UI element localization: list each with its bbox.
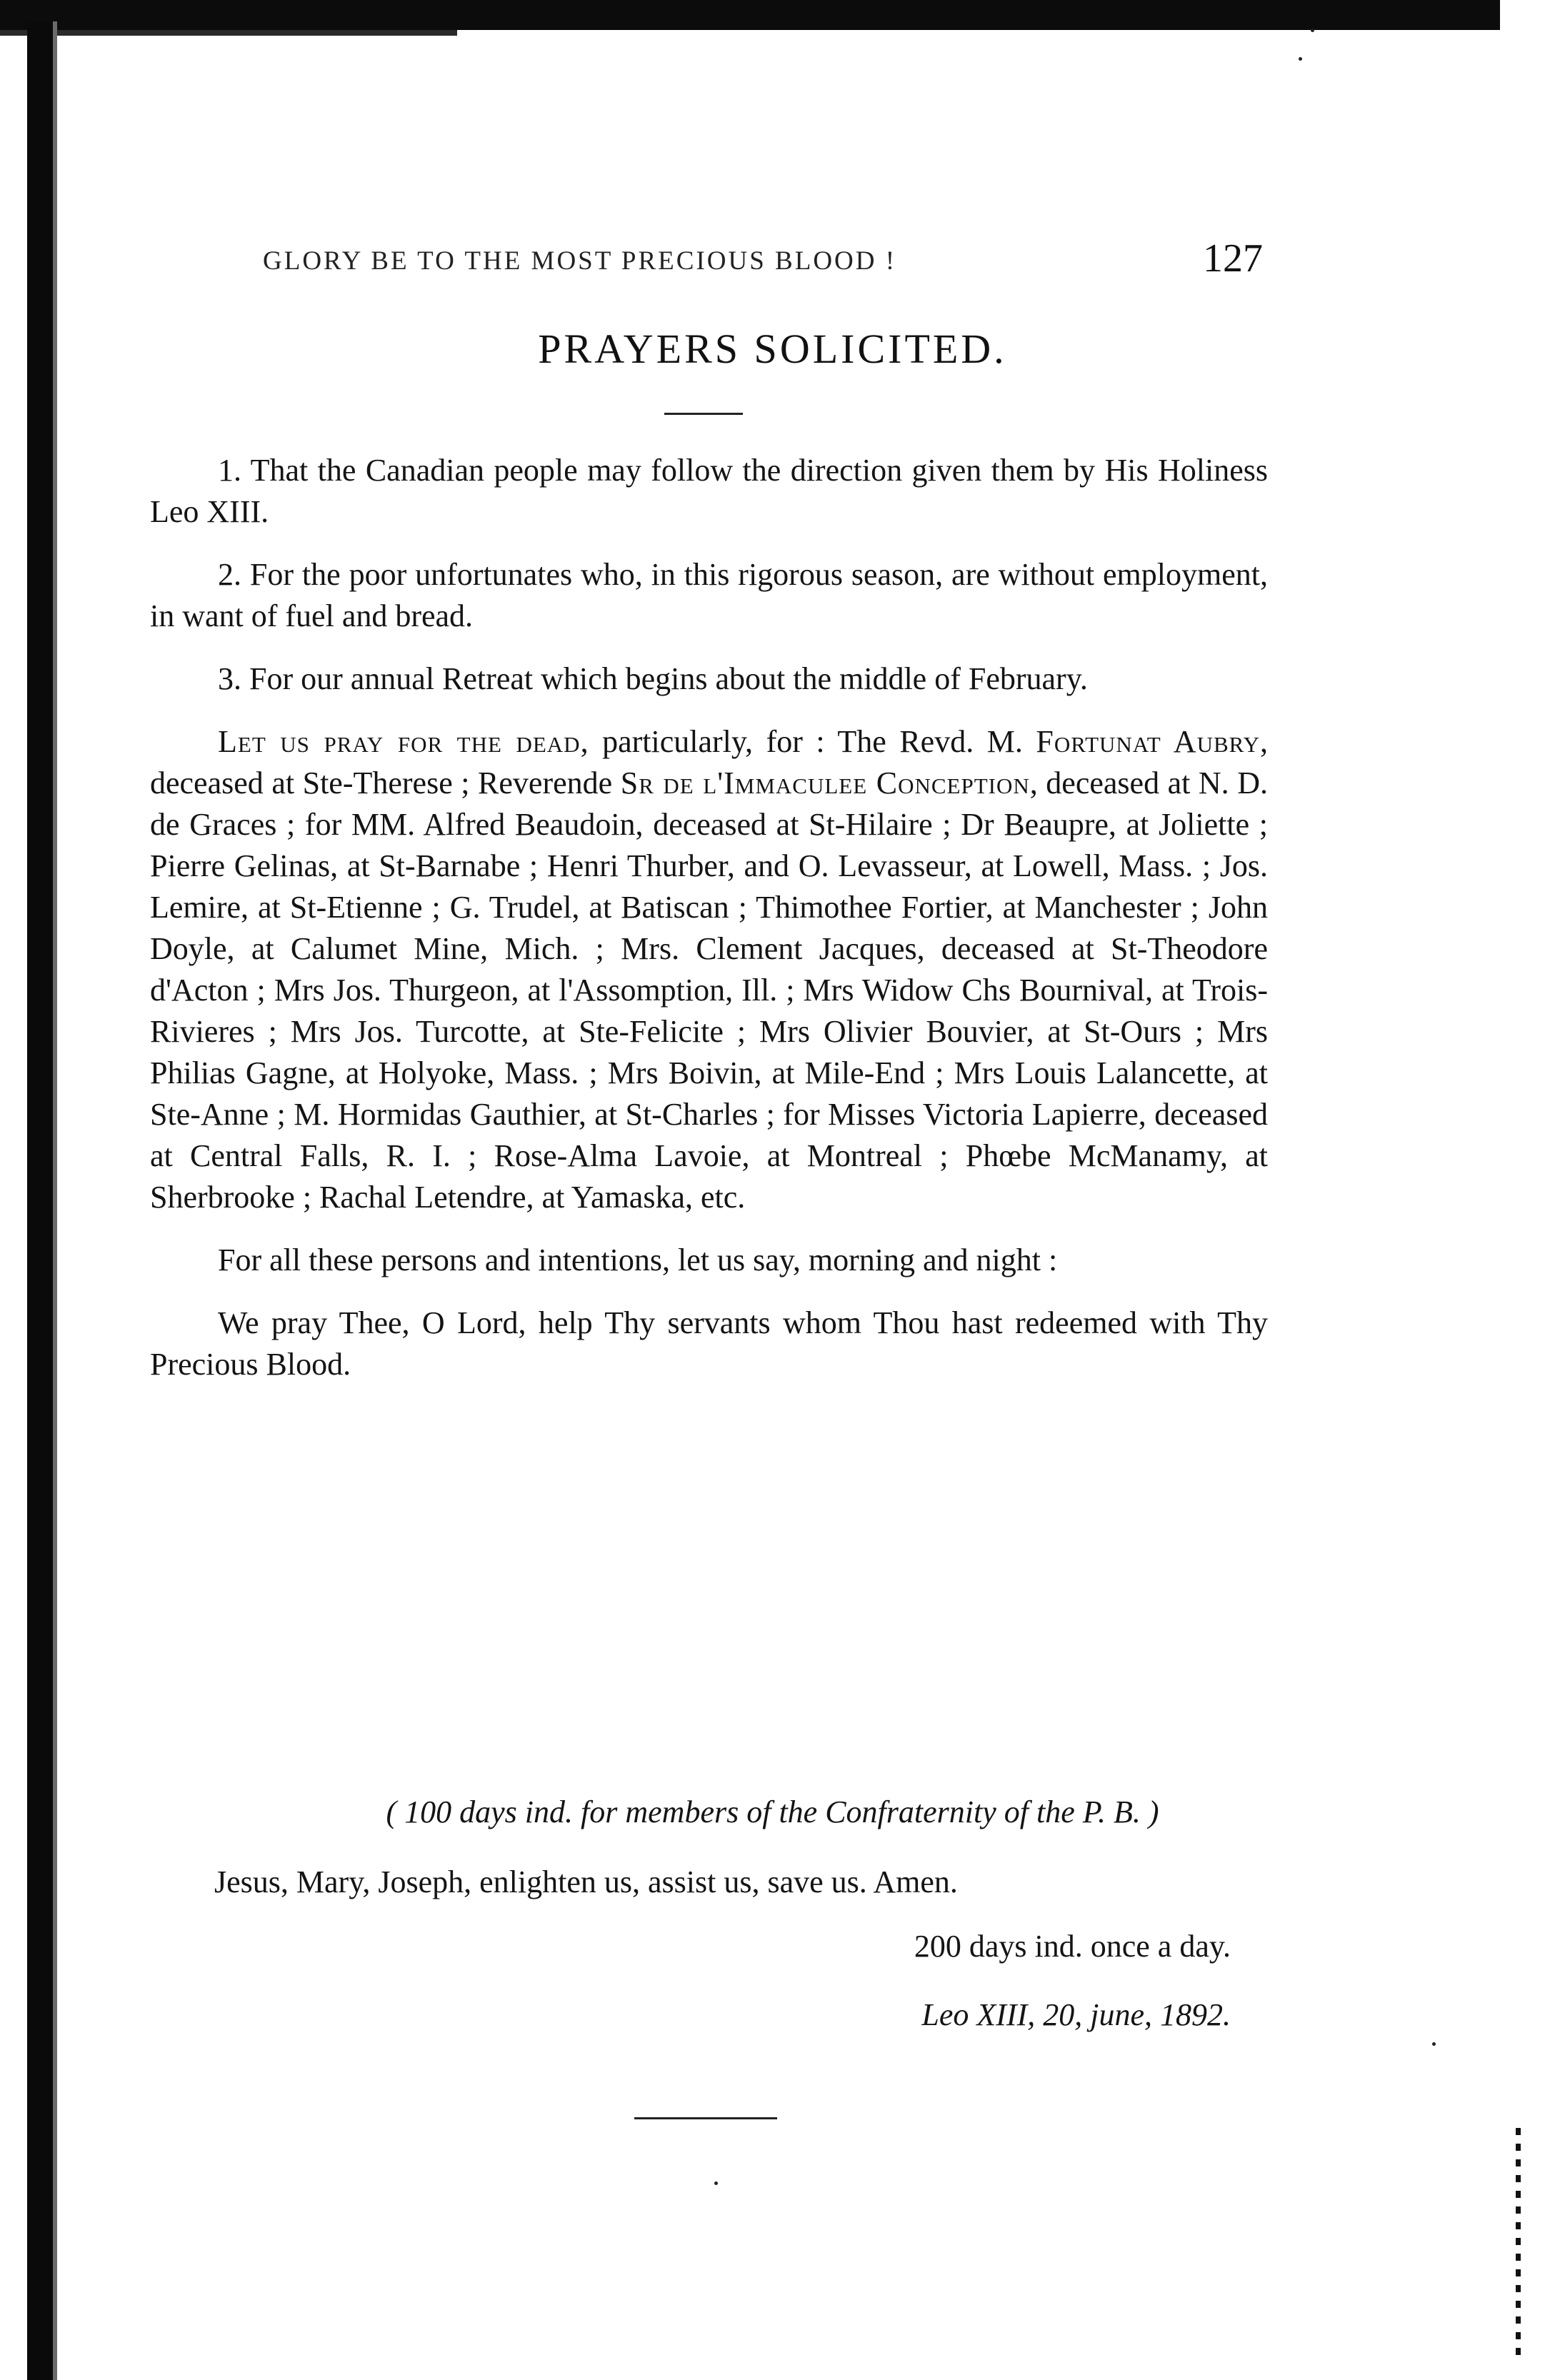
scan-edge-left-shadow	[53, 21, 57, 2380]
deceased-text-1: particularly, for : The Revd. M.	[589, 724, 1036, 759]
deceased-text-2: , deceased at Ste-Therese ; Reverende	[150, 724, 1268, 800]
scan-edge-left	[27, 21, 53, 2380]
scan-speck	[1299, 57, 1302, 61]
intention-1: 1. That the Canadian people may follow the direction given them by His Holiness Leo XIII.	[150, 453, 1268, 529]
deceased-lead: Let us pray for the dead,	[218, 724, 589, 759]
prayer-intro: For all these persons and intentions, let us say, morning and night :	[218, 1242, 1058, 1277]
scan-edge-top	[0, 0, 1500, 30]
body-text	[150, 450, 1268, 1407]
scan-edge-top-shadow	[0, 30, 457, 36]
intention-3: 3. For our annual Retreat which begins about the middle of February.	[218, 661, 1088, 696]
deceased-name-2: Sr de l'Immaculee Conception	[620, 765, 1030, 800]
page-number: 127	[1203, 236, 1263, 281]
scan-speck	[1432, 2042, 1436, 2046]
deceased-text-3: , deceased at N. D. de Graces ; for MM. Alfred Beaudoin, deceased at St-Hilaire ; Dr Beaupre, at Joliette ; Pierre Gelinas, at St-Barnabe ; Henri Thurber, and O. Levasseur, at Lowell, Mass. ; Jos. Lemire, at St-Etienne ; G. Trudel, at Batiscan ; Thimothee Fortier, at Manchester ; John Doyle, at Calumet Mine, Mich. ; Mrs. Clement Jacques, deceased at St-Theodore d'Acton ; Mrs Jos. Thurgeon, at l'Assomption, Ill. ; Mrs Widow Chs Bournival, at Trois-Rivieres ; Mrs Jos. Turcotte, at Ste-Felicite ; Mrs Olivier Bouvier, at St-Ours ; Mrs Philias Gagne, at Holyoke, Mass. ; Mrs Boivin, at Mile-End ; Mrs Louis Lalancette, at Ste-Anne ; M. Hormidas Gauthier, at St-Charles ; for Misses Victoria Lapierre, deceased at Central Falls, R. I. ; Rose-Alma Lavoie, at Montreal ; Phœbe McManamy, at Sherbrooke ; Rachal Letendre, at Yamaska, etc.	[150, 765, 1269, 1215]
daily-indulgence: 200 days ind. once a day.	[914, 1929, 1231, 1964]
prayer-text: We pray Thee, O Lord, help Thy servants whom Thou hast redeemed with Thy Precious Blood.	[150, 1305, 1268, 1382]
deceased-list	[150, 721, 1268, 1218]
scan-speck	[1311, 29, 1314, 32]
deceased-name-1: Fortunat Aubry	[1036, 724, 1260, 759]
intention-2: 2. For the poor unfortunates who, in this rigorous season, are without employment, in want of fuel and bread.	[150, 557, 1268, 633]
page-title: PRAYERS SOLICITED.	[538, 326, 1007, 372]
scan-speck	[714, 2181, 718, 2185]
indulgence-note: ( 100 days ind. for members of the Confraternity of the P. B. )	[386, 1794, 1159, 1829]
final-prayer: Jesus, Mary, Joseph, enlighten us, assist us, save us. Amen.	[214, 1864, 958, 1899]
running-head: GLORY BE TO THE MOST PRECIOUS BLOOD !	[263, 246, 897, 276]
page-header	[263, 236, 1263, 286]
signature: Leo XIII, 20, june, 1892.	[921, 1997, 1231, 2032]
scan-edge-right-marks	[1516, 2128, 1521, 2364]
closing-rule	[634, 2117, 777, 2119]
title-rule	[664, 413, 743, 415]
